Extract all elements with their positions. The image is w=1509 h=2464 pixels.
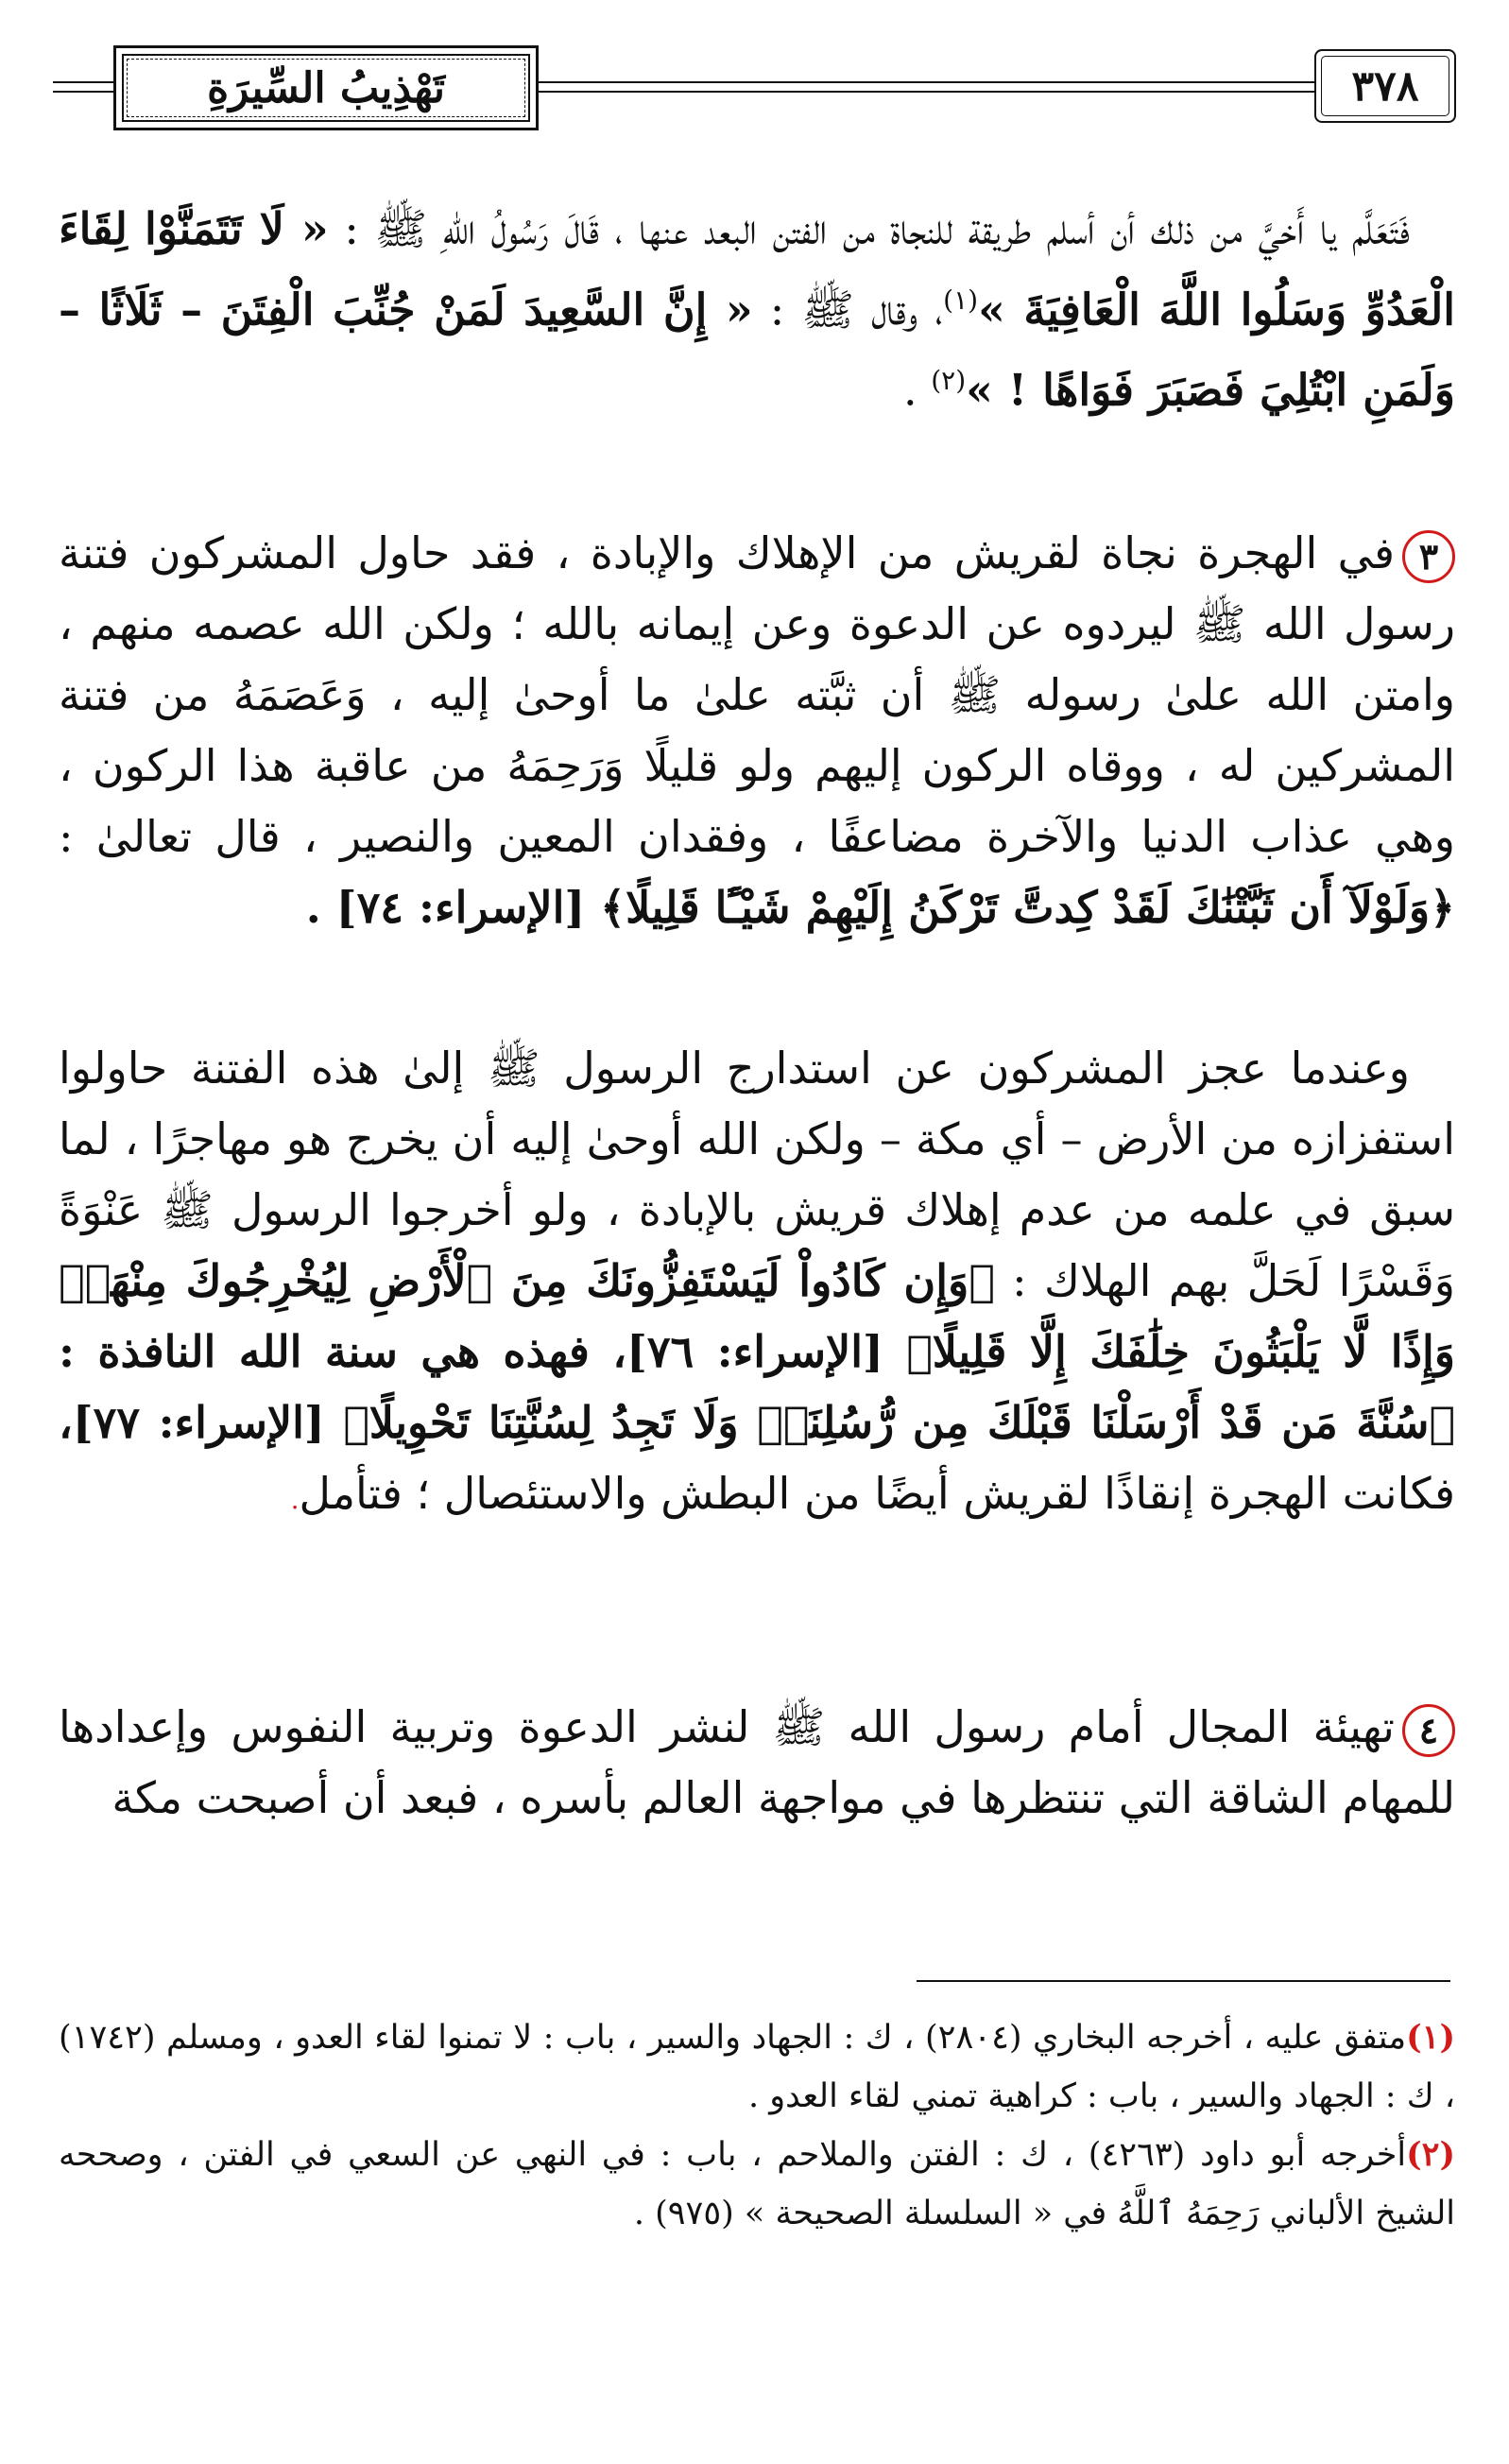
verse-ref-77: [الإسراء: ٧٧]،: [59, 1397, 344, 1448]
verse-ref-74: [الإسراء: ٧٤] .: [305, 882, 601, 933]
point-4-text: تهيئة المجال أمام رسول الله ﷺ لنشر الدعوة وتربية النفوس وإعدادها للمهام الشاقة التي تنتظرها في مواجهة العالم بأسره ، فبعد أن أصبحت مكة: [59, 1701, 1455, 1823]
verse-ref-76: [الإسراء: ٧٦]، فهذه هي سنة الله النافذة :: [59, 1326, 907, 1377]
book-title-frame: [113, 45, 539, 130]
book-title: تَهْذِيبُ السِّيرَةِ: [196, 64, 456, 112]
red-tick-mark: .: [290, 1484, 300, 1515]
footnote-number-1: (١): [1406, 2018, 1455, 2057]
paragraph-point-4: [59, 1692, 1455, 1834]
footnote-ref-1[interactable]: (١): [943, 284, 979, 316]
footnote-1: [59, 2008, 1455, 2126]
hadith-quote-2: « إِنَّ السَّعِيدَ لَمَنْ جُنِّبَ الْفِتَنَ – ثَلَاثًا – وَلَمَنِ ابْتُلِيَ فَصَبَرَ فَوَاهًا ! »: [59, 284, 1455, 416]
footnote-divider: [917, 1980, 1450, 1982]
footnote-text-2: أخرجه أبو داود (٤٢٦٣) ، ك : الفتن والملاحم ، باب : في النهي عن السعي في الفتن ، وصححه الشيخ الألباني رَحِمَهُ ٱللَّهُ في « السلسلة الصحيحة » (٩٧٥) .: [59, 2136, 1455, 2232]
page-header: [53, 38, 1456, 137]
footnote-2: [59, 2126, 1455, 2243]
paragraph-point-3-continued: [59, 1033, 1455, 1535]
point-3-text: في الهجرة نجاة لقريش من الإهلاك والإبادة ، فقد حاول المشركون فتنة رسول الله ﷺ ليردوه عن الدعوة وعن إيمانه بالله ؛ ولكن الله عصمه منهم ، وامتن الله علىٰ رسوله ﷺ أن ثبَّته علىٰ ما أوحىٰ إليه ، وَعَصَمَهُ من فتنة المشركين له ، ووقاه الركون إليهم ولو قليلًا وَرَحِمَهُ من عاقبة هذا الركون ، وهي عذاب الدنيا والآخرة مضاعفًا ، وفقدان المعين والنصير ، قال تعالىٰ :: [59, 527, 1455, 862]
page-number-frame: [1314, 49, 1456, 123]
point-number-3: ٣: [1402, 530, 1455, 583]
quran-verse-isra-76: ﴿وَإِن كَادُواْ لَيَسْتَفِزُّونَكَ مِنَ ٱلْأَرْضِ لِيُخْرِجُوكَ مِنْهَاۖ وَإِذًا لَّا يَلْبَثُونَ خِلَٰفَكَ إِلَّا قَلِيلًا﴾: [59, 1255, 1455, 1377]
intro-mid-text: ، وقال ﷺ :: [752, 284, 944, 336]
quran-verse-isra-74: ﴿وَلَوْلَآ أَن ثَبَّتْنَٰكَ لَقَدْ كِدتَّ تَرْكَنُ إِلَيْهِمْ شَيْـًٔا قَلِيلًا﴾: [600, 882, 1455, 933]
paragraph-intro: [59, 194, 1455, 426]
point-3b-text: وعندما عجز المشركون عن استدارج الرسول ﷺ إلىٰ هذه الفتنة حاولوا استفزازه من الأرض – أي مكة – ولكن الله أوحىٰ إليه أن يخرج هو مهاجرًا ، لما سبق في علمه من عدم إهلاك قريش بالإبادة ، ولو أخرجوا الرسول ﷺ عَنْوَةً وَقَسْرًا لَحَلَّ بهم الهلاك :: [59, 1042, 1455, 1306]
footnote-text-1: متفق عليه ، أخرجه البخاري (٢٨٠٤) ، ك : الجهاد والسير ، باب : لا تمنوا لقاء العدو ، ومسلم (١٧٤٢) ، ك : الجهاد والسير ، باب : كراهية تمني لقاء العدو .: [59, 2019, 1455, 2115]
point-3b-end: فكانت الهجرة إنقاذًا لقريش أيضًا من البطش والاستئصال ؛ فتأمل: [299, 1468, 1455, 1519]
hadith-quote-1: « لَا تَتَمَنَّوْا لِقَاءَ الْعَدُوِّ وَسَلُوا اللَّهَ الْعَافِيَةَ »: [59, 203, 1456, 336]
page-number: ٣٧٨: [1351, 61, 1419, 111]
quran-verse-isra-77: ﴿سُنَّةَ مَن قَدْ أَرْسَلْنَا قَبْلَكَ مِن رُّسُلِنَاۖ وَلَا تَجِدُ لِسُنَّتِنَا تَحْوِيلًا﴾: [343, 1397, 1456, 1448]
intro-end: .: [902, 364, 932, 416]
footnote-ref-2[interactable]: (٢): [931, 365, 967, 397]
intro-text: فَتَعَلَّم يا أَخيَّ من ذلك أن أسلم طريقة للنجاة من الفتن البعد عنها ، قَالَ رَسُولُ اللهِ ﷺ :: [328, 203, 1410, 254]
footnotes: [59, 2008, 1455, 2243]
point-number-4: ٤: [1402, 1704, 1455, 1757]
footnote-number-2: (٢): [1406, 2135, 1455, 2174]
paragraph-point-3: [59, 518, 1455, 943]
